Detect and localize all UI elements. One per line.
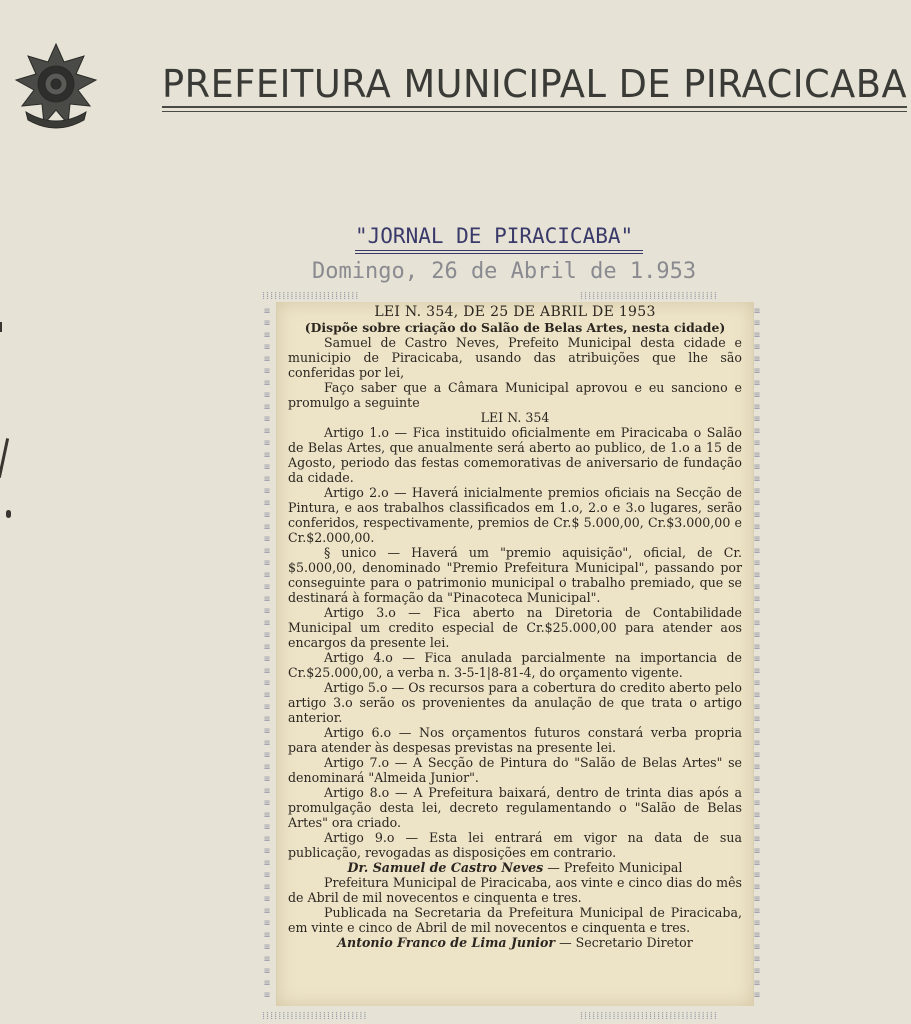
margin-mark xyxy=(0,322,2,332)
law-title: LEI N. 354 xyxy=(480,410,550,425)
perforation-left: ≡≡≡≡≡≡≡≡≡≡≡≡≡≡≡≡≡≡≡≡≡≡≡≡≡≡≡≡≡≡≡≡≡≡≡≡≡≡≡≡≡≡≡≡≡≡≡≡≡≡≡≡≡≡≡≡≡≡ xyxy=(263,306,271,1001)
newspaper-date: Domingo, 26 de Abril de 1.953 xyxy=(312,259,697,284)
law-heading: LEI N. 354, DE 25 DE ABRIL DE 1953 xyxy=(374,304,656,320)
article-6: Artigo 6.o — Nos orçamentos futuros constará verba propria para atender às despesas previstas na presente lei. xyxy=(288,725,742,755)
article-9: Artigo 9.o — Esta lei entrará em vigor na data de sua publicação, revogadas as disposições em contrario. xyxy=(288,830,742,860)
mayor-name: Dr. Samuel de Castro Neves xyxy=(347,860,544,875)
clipping-text xyxy=(288,305,742,950)
secretary-name: Antonio Franco de Lima Junior xyxy=(337,935,556,950)
perforation-bottom-left: ⁞⁞⁞⁞⁞⁞⁞⁞⁞⁞⁞⁞⁞⁞⁞⁞⁞⁞⁞⁞⁞⁞⁞⁞⁞⁞ xyxy=(262,1009,368,1022)
mayor-role: — Prefeito Municipal xyxy=(543,860,683,875)
letterhead-title: PREFEITURA MUNICIPAL DE PIRACICABA xyxy=(162,62,908,106)
publication-note: Publicada na Secretaria da Prefeitura Municipal de Piracicaba, em vinte e cinco de Abril de mil novecentos e cinquenta e tres. xyxy=(288,905,742,935)
letterhead-rule-thick xyxy=(162,106,907,108)
mayor-signature xyxy=(288,860,742,875)
article-5: Artigo 5.o — Os recursos para a cobertura do credito aberto pelo artigo 3.o serão os provenientes da anulação de que trata o artigo anterior. xyxy=(288,680,742,725)
closing-date: Prefeitura Municipal de Piracicaba, aos vinte e cinco dias do mês de Abril de mil novecentos e cinquenta e tres. xyxy=(288,875,742,905)
margin-mark xyxy=(6,510,11,518)
article-2: Artigo 2.o — Haverá inicialmente premios oficiais na Secção de Pintura, e aos trabalhos classificados em 1.o, 2.o e 3.o lugares, serão conferidos, respectivamente, premios de Cr.$ 5.000,00, Cr.$3.000,00 e Cr.$2.000,00. xyxy=(288,485,742,545)
newspaper-underline xyxy=(355,250,643,251)
brazil-coat-of-arms-icon xyxy=(12,42,100,134)
perforation-bottom-right: ⁞⁞⁞⁞⁞⁞⁞⁞⁞⁞⁞⁞⁞⁞⁞⁞⁞⁞⁞⁞⁞⁞⁞⁞⁞⁞⁞⁞⁞⁞⁞⁞⁞⁞ xyxy=(580,1009,718,1022)
perforation-top-right: ⁞⁞⁞⁞⁞⁞⁞⁞⁞⁞⁞⁞⁞⁞⁞⁞⁞⁞⁞⁞⁞⁞⁞⁞⁞⁞⁞⁞⁞⁞⁞⁞⁞⁞ xyxy=(580,289,718,302)
perforation-top-left: ⁞⁞⁞⁞⁞⁞⁞⁞⁞⁞⁞⁞⁞⁞⁞⁞⁞⁞⁞⁞⁞⁞⁞⁞ xyxy=(262,289,360,302)
margin-mark xyxy=(0,438,9,478)
article-7: Artigo 7.o — A Secção de Pintura do "Salão de Belas Artes" se denominará "Almeida Junior". xyxy=(288,755,742,785)
secretary-signature xyxy=(288,935,742,950)
article-3: Artigo 3.o — Fica aberto na Diretoria de Contabilidade Municipal um credito especial de Cr.$25.000,00 para atender aos encargos da presente lei. xyxy=(288,605,742,650)
law-decree: Faço saber que a Câmara Municipal aprovou e eu sanciono e promulgo a seguinte xyxy=(288,380,742,410)
law-intro: Samuel de Castro Neves, Prefeito Municipal desta cidade e municipio de Piracicaba, usando das atribuições que lhe são conferidas por lei, xyxy=(288,335,742,380)
newspaper-underline-2 xyxy=(355,253,643,254)
article-2-paragraph: § unico — Haverá um "premio aquisição", oficial, de Cr. $5.000,00, denominado "Premio Prefeitura Municipal", passando por conseguinte para o patrimonio municipal o trabalho premiado, que se destinará à formação da "Pinacoteca Municipal". xyxy=(288,545,742,605)
article-8: Artigo 8.o — A Prefeitura baixará, dentro de trinta dias após a promulgação desta lei, decreto regulamentando o "Salão de Belas Artes" ora criado. xyxy=(288,785,742,830)
letterhead-rule-thin xyxy=(162,111,907,112)
article-4: Artigo 4.o — Fica anulada parcialmente na importancia de Cr.$25.000,00, a verba n. 3-5-1|8-81-4, do orçamento vigente. xyxy=(288,650,742,680)
law-subheading: (Dispõe sobre criação do Salão de Belas Artes, nesta cidade) xyxy=(304,320,726,335)
perforation-right: ≡≡≡≡≡≡≡≡≡≡≡≡≡≡≡≡≡≡≡≡≡≡≡≡≡≡≡≡≡≡≡≡≡≡≡≡≡≡≡≡≡≡≡≡≡≡≡≡≡≡≡≡≡≡≡≡≡≡ xyxy=(753,306,761,1001)
newspaper-name: "JORNAL DE PIRACICABA" xyxy=(355,224,634,248)
article-1: Artigo 1.o — Fica instituido oficialmente em Piracicaba o Salão de Belas Artes, que anualmente será aberto ao publico, de 1.o a 15 de Agosto, periodo das festas comemorativas de aniversario de fundação da cidade. xyxy=(288,425,742,485)
secretary-role: — Secretario Diretor xyxy=(555,935,693,950)
